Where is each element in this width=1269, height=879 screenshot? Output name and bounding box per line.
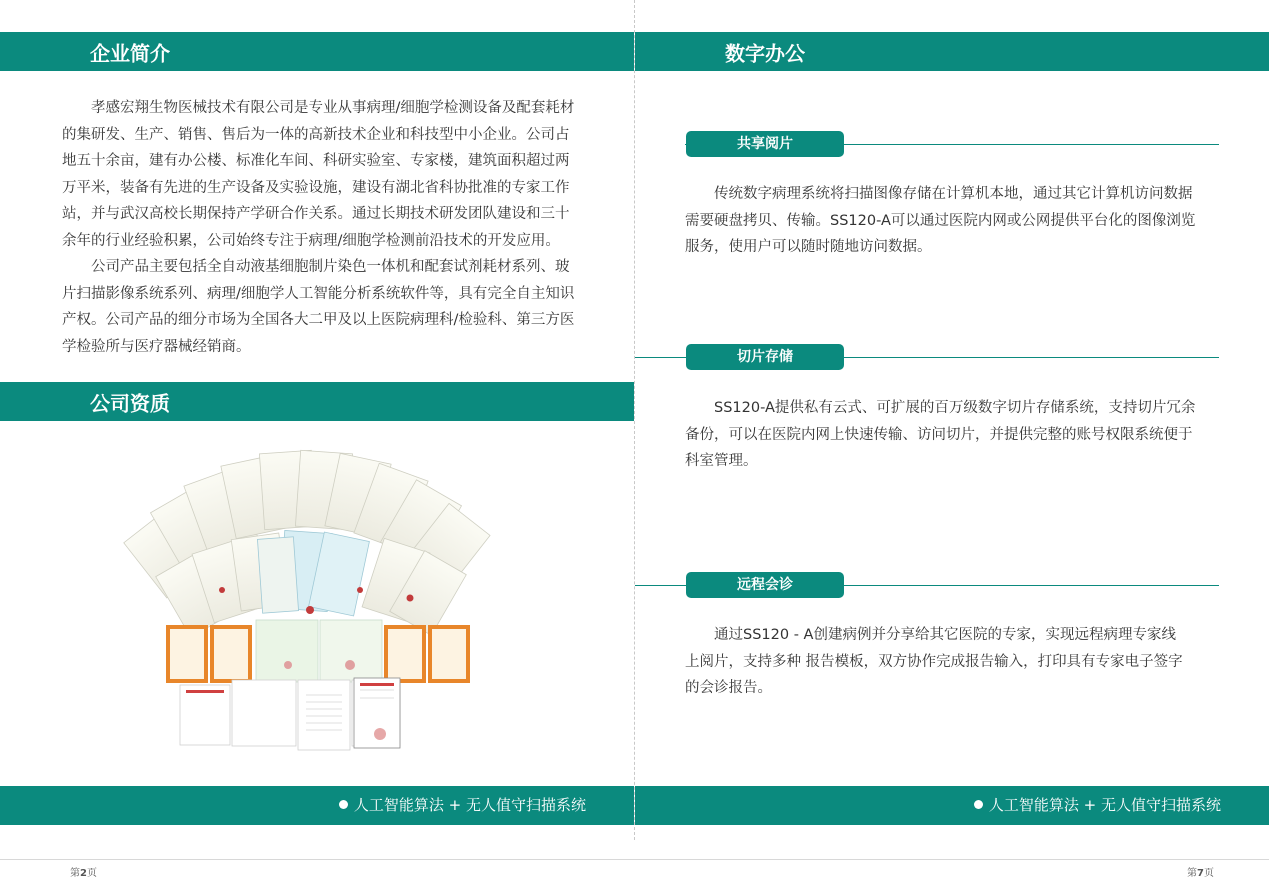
left-page-prefix: 第 bbox=[70, 868, 80, 879]
section-text-share bbox=[685, 181, 1205, 261]
right-footer-text-wrap bbox=[974, 786, 1221, 825]
left-footer-text: 人工智能算法 + 无人值守扫描系统 bbox=[353, 796, 586, 814]
certificates-collage bbox=[110, 440, 530, 760]
right-footer-bar bbox=[635, 786, 1269, 825]
certificates-image bbox=[110, 440, 530, 760]
right-page-num: 7 bbox=[1197, 868, 1204, 879]
right-footer-text: 人工智能算法 + 无人值守扫描系统 bbox=[988, 796, 1221, 814]
section-paragraph-storage: SS120-A提供私有云式、可扩展的百万级数字切片存储系统，支持切片冗余备份，可以在医院内网上快速传输、访问切片，并提供完整的账号权限系统便于科室管理。 bbox=[685, 400, 1196, 469]
section-label-share: 共享阅片 bbox=[686, 131, 844, 157]
left-footer-bar bbox=[0, 786, 634, 825]
right-page-prefix: 第 bbox=[1187, 868, 1197, 879]
bullet-dot-icon bbox=[339, 800, 348, 809]
intro-header-bar bbox=[0, 32, 634, 71]
intro-body bbox=[62, 95, 580, 360]
qualification-header-bar bbox=[0, 382, 634, 421]
left-page-suffix: 页 bbox=[86, 868, 97, 879]
section-text-storage bbox=[685, 395, 1205, 475]
bullet-dot-icon bbox=[974, 800, 983, 809]
section-label-storage: 切片存储 bbox=[686, 344, 844, 370]
left-footer-text-wrap bbox=[339, 786, 586, 825]
right-title: 数字办公 bbox=[725, 41, 805, 65]
section-label-remote: 远程会诊 bbox=[686, 572, 844, 598]
section-paragraph-share: 传统数字病理系统将扫描图像存储在计算机本地，通过其它计算机访问数据需要硬盘拷贝、传输。SS120-A可以通过医院内网或公网提供平台化的图像浏览服务，使用户可以随时随地访问数据。 bbox=[685, 186, 1196, 255]
right-page-suffix: 页 bbox=[1203, 868, 1214, 879]
section-text-remote bbox=[685, 622, 1185, 702]
section-paragraph-remote: 通过SS120 - A创建病例并分享给其它医院的专家，实现远程病理专家线上阅片，支持多种 报告模板，双方协作完成报告输入，打印具有专家电子签字的会诊报告。 bbox=[685, 627, 1183, 696]
left-page-num: 2 bbox=[80, 868, 87, 879]
intro-paragraph-2: 公司产品主要包括全自动液基细胞制片染色一体机和配套试剂耗材系列、玻片扫描影像系统系列、病理/细胞学人工智能分析系统软件等，具有完全自主知识产权。公司产品的细分市场为全国各大二甲及以上医院病理科/检验科、第三方医学检验所与医疗器械经销商。 bbox=[62, 259, 575, 355]
right-header-bar bbox=[635, 32, 1269, 71]
page-fold-divider bbox=[634, 0, 635, 840]
intro-paragraph-1: 孝感宏翔生物医械技术有限公司是专业从事病理/细胞学检测设备及配套耗材的集研发、生产、销售、售后为一体的高新技术企业和科技型中小企业。公司占地五十余亩，建有办公楼、标准化车间、科研实验室、专家楼，建筑面积超过两万平米，装备有先进的生产设备及实验设施，建设有湖北省科协批准的专家工作站，并与武汉高校长期保持产学研合作关系。通过长期技术研发团队建设和三十余年的行业经验积累，公司始终专注于病理/细胞学检测前沿技术的开发应用。 bbox=[62, 100, 575, 249]
intro-title: 企业简介 bbox=[90, 41, 170, 65]
qualification-title: 公司资质 bbox=[90, 391, 170, 415]
